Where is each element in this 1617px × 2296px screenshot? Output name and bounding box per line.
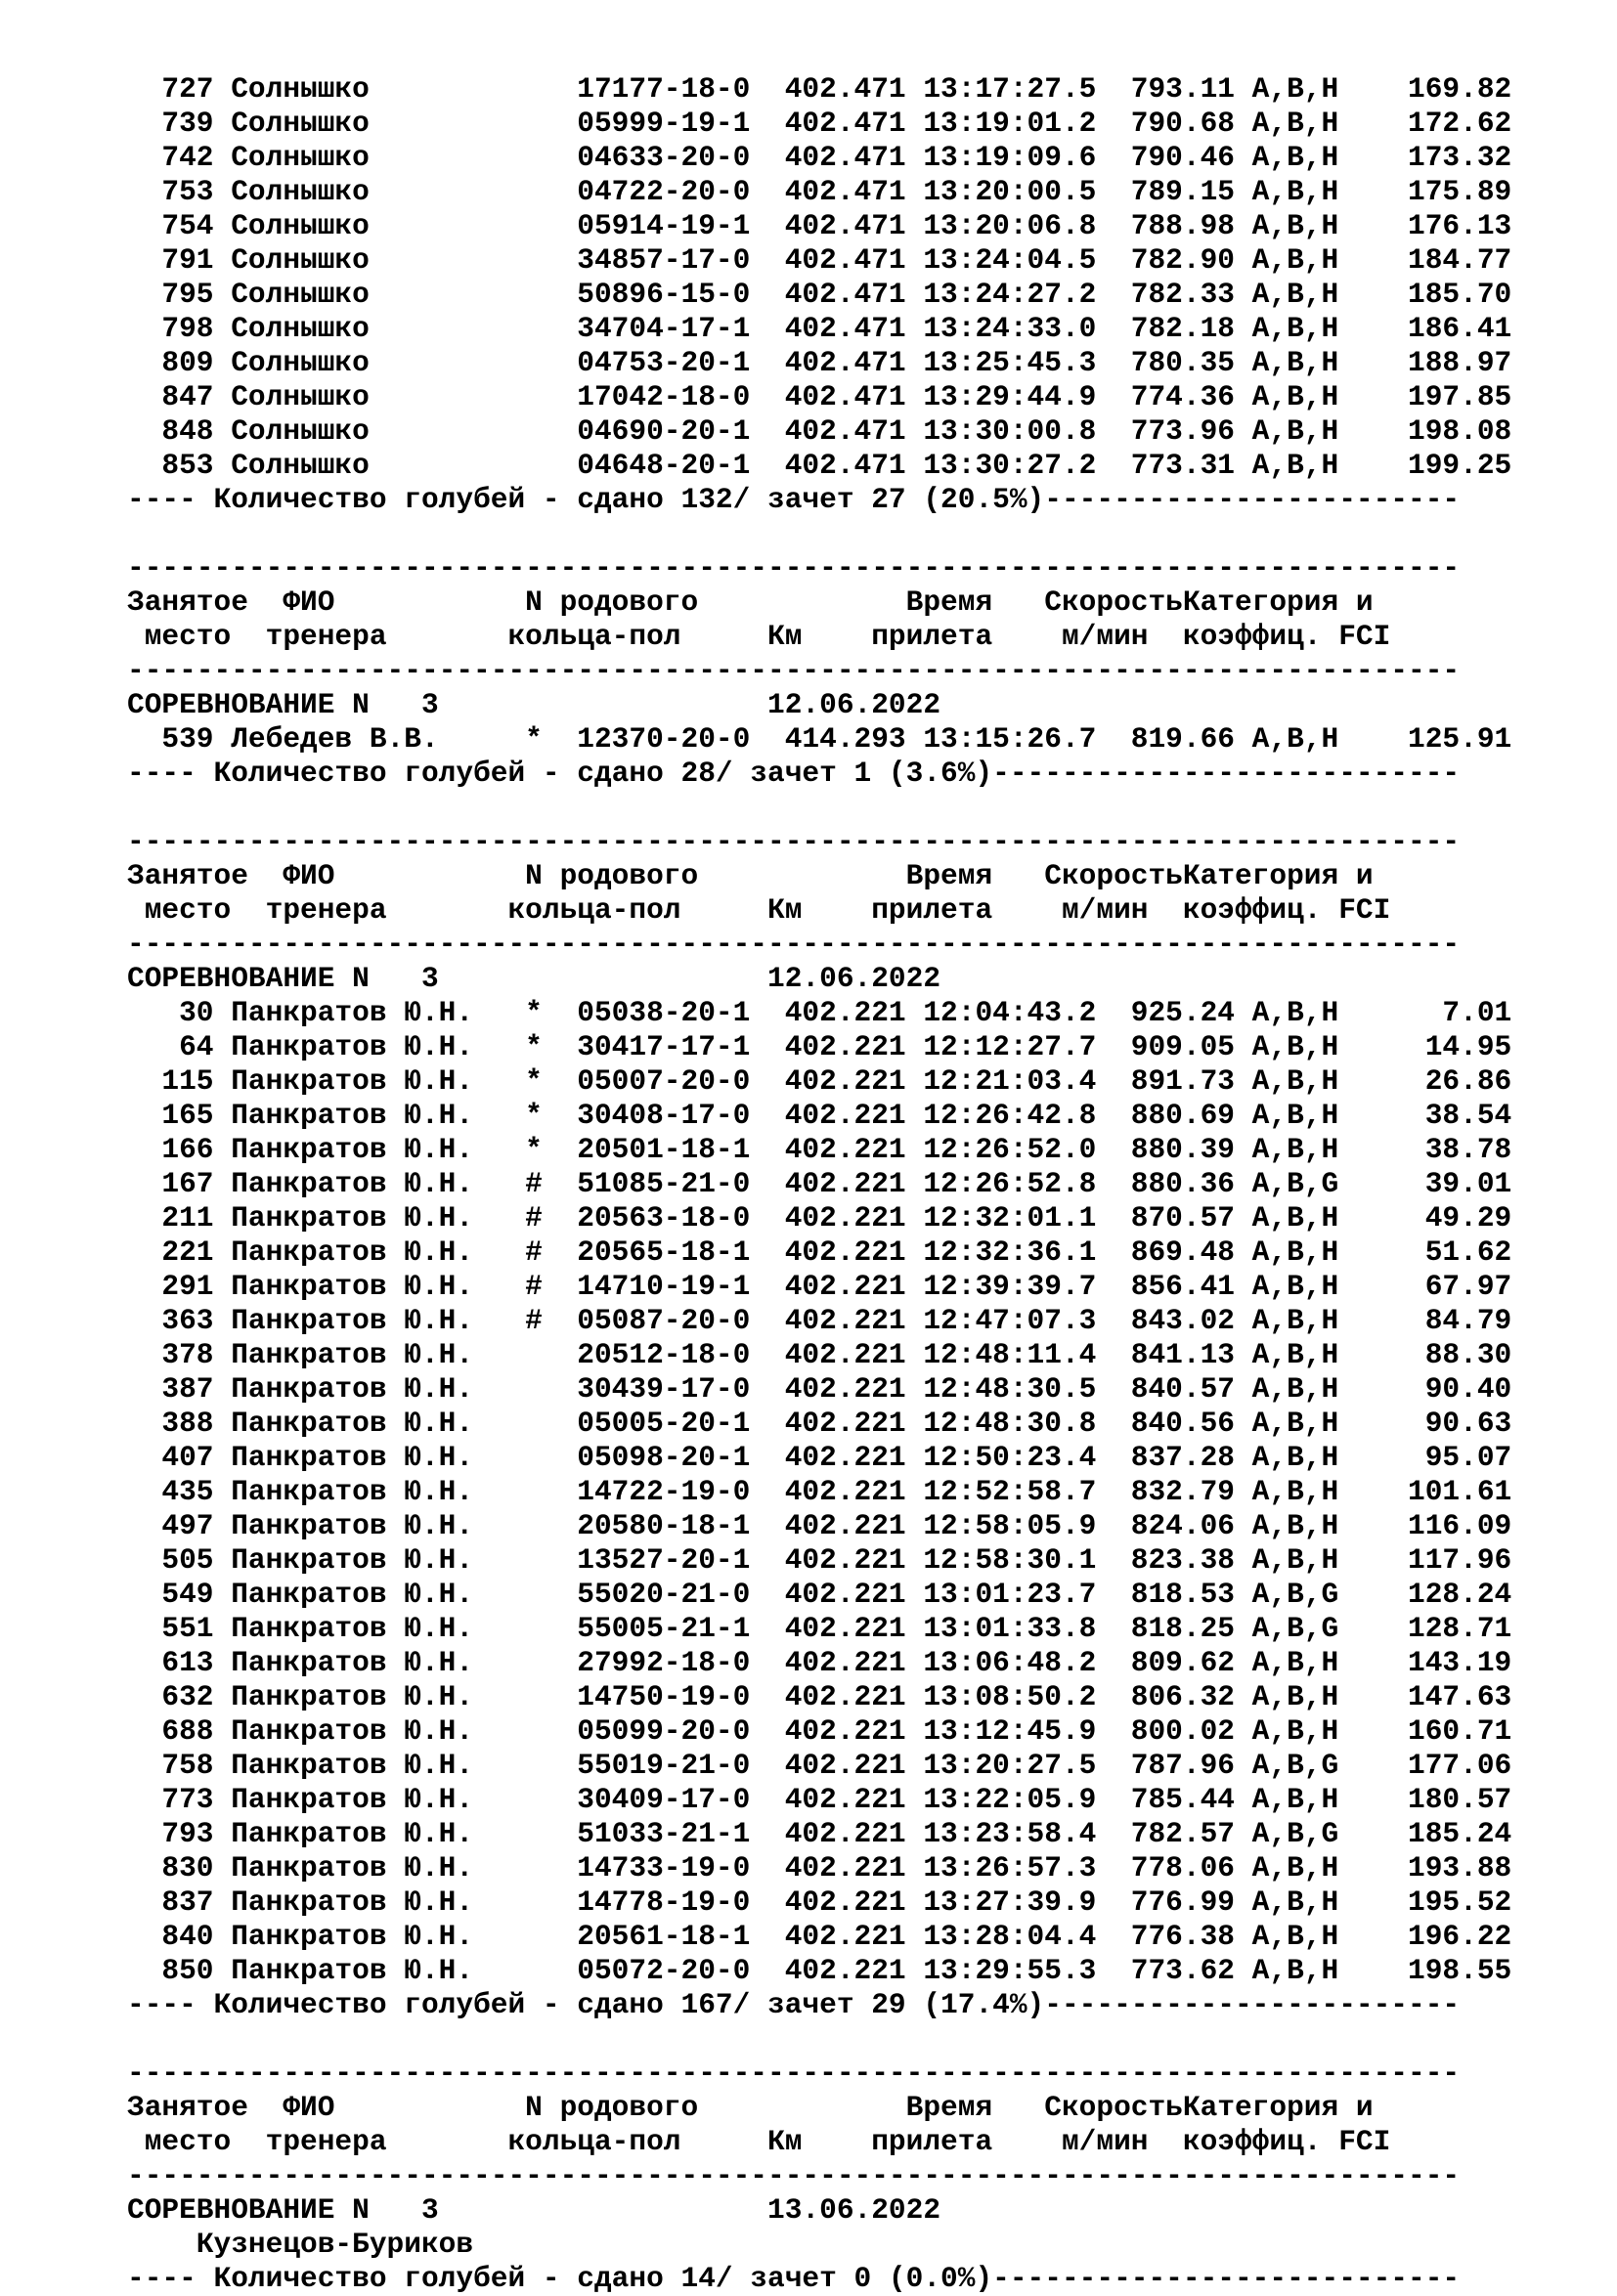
header-line-1: Занятое ФИО N родового Время СкоростьКатегория и xyxy=(127,2091,1374,2124)
result-row: 791 Солнышко 34857-17-0 402.471 13:24:04.5 782.90 A,B,H 184.77 xyxy=(127,243,1512,277)
result-row: 539 Лебедев В.В. * 12370-20-0 414.293 13:15:26.7 819.66 A,B,H 125.91 xyxy=(127,722,1512,756)
result-row: 848 Солнышко 04690-20-1 402.471 13:30:00.8 773.96 A,B,H 198.08 xyxy=(127,414,1512,448)
separator: ----------------------------------------------------------------------------- xyxy=(127,654,1461,687)
result-row: 830 Панкратов Ю.Н. 14733-19-0 402.221 13:26:57.3 778.06 A,B,H 193.88 xyxy=(127,1851,1512,1884)
separator: ----------------------------------------------------------------------------- xyxy=(127,825,1461,858)
competition-line: СОРЕВНОВАНИЕ N 3 12.06.2022 xyxy=(127,688,941,721)
result-row: 165 Панкратов Ю.Н. * 30408-17-0 402.221 12:26:42.8 880.69 A,B,H 38.54 xyxy=(127,1099,1512,1132)
summary-line: ---- Количество голубей - сдано 14/ зачет 0 (0.0%)--------------------------- xyxy=(127,2262,1461,2295)
result-row: 549 Панкратов Ю.Н. 55020-21-0 402.221 13:01:23.7 818.53 A,B,G 128.24 xyxy=(127,1578,1512,1611)
result-row: 840 Панкратов Ю.Н. 20561-18-1 402.221 13:28:04.4 776.38 A,B,H 196.22 xyxy=(127,1920,1512,1953)
result-row: 551 Панкратов Ю.Н. 55005-21-1 402.221 13:01:33.8 818.25 A,B,G 128.71 xyxy=(127,1612,1512,1645)
result-row: 853 Солнышко 04648-20-1 402.471 13:30:27.2 773.31 A,B,H 199.25 xyxy=(127,449,1512,482)
blank-line xyxy=(127,517,1511,551)
result-row: 387 Панкратов Ю.Н. 30439-17-0 402.221 12:48:30.5 840.57 A,B,H 90.40 xyxy=(127,1372,1512,1406)
result-row: 809 Солнышко 04753-20-1 402.471 13:25:45.3 780.35 A,B,H 188.97 xyxy=(127,346,1512,379)
result-row: 167 Панкратов Ю.Н. # 51085-21-0 402.221 12:26:52.8 880.36 A,B,G 39.01 xyxy=(127,1167,1512,1200)
result-row: 688 Панкратов Ю.Н. 05099-20-0 402.221 13:12:45.9 800.02 A,B,H 160.71 xyxy=(127,1714,1512,1748)
blank-line xyxy=(127,2022,1511,2057)
result-row: 773 Панкратов Ю.Н. 30409-17-0 402.221 13:22:05.9 785.44 A,B,H 180.57 xyxy=(127,1783,1512,1816)
result-row: 388 Панкратов Ю.Н. 05005-20-1 402.221 12:48:30.8 840.56 A,B,H 90.63 xyxy=(127,1407,1512,1440)
result-row: 166 Панкратов Ю.Н. * 20501-18-1 402.221 12:26:52.0 880.39 A,B,H 38.78 xyxy=(127,1133,1512,1166)
result-row: 847 Солнышко 17042-18-0 402.471 13:29:44.9 774.36 A,B,H 197.85 xyxy=(127,380,1512,413)
result-row: 632 Панкратов Ю.Н. 14750-19-0 402.221 13:08:50.2 806.32 A,B,H 147.63 xyxy=(127,1680,1512,1713)
result-row: 795 Солнышко 50896-15-0 402.471 13:24:27.2 782.33 A,B,H 185.70 xyxy=(127,278,1512,311)
result-row: 221 Панкратов Ю.Н. # 20565-18-1 402.221 12:32:36.1 869.48 A,B,H 51.62 xyxy=(127,1235,1512,1269)
summary-line: ---- Количество голубей - сдано 28/ зачет 1 (3.6%)--------------------------- xyxy=(127,757,1461,790)
result-row: 758 Панкратов Ю.Н. 55019-21-0 402.221 13:20:27.5 787.96 A,B,G 177.06 xyxy=(127,1749,1512,1782)
team-name: Кузнецов-Буриков xyxy=(127,2228,474,2261)
result-row: 291 Панкратов Ю.Н. # 14710-19-1 402.221 12:39:39.7 856.41 A,B,H 67.97 xyxy=(127,1270,1512,1303)
result-row: 363 Панкратов Ю.Н. # 05087-20-0 402.221 12:47:07.3 843.02 A,B,H 84.79 xyxy=(127,1304,1512,1337)
header-line-1: Занятое ФИО N родового Время СкоростьКатегория и xyxy=(127,859,1374,892)
result-row: 837 Панкратов Ю.Н. 14778-19-0 402.221 13:27:39.9 776.99 A,B,H 195.52 xyxy=(127,1885,1512,1919)
result-row: 505 Панкратов Ю.Н. 13527-20-1 402.221 12:58:30.1 823.38 A,B,H 117.96 xyxy=(127,1543,1512,1577)
result-row: 30 Панкратов Ю.Н. * 05038-20-1 402.221 12:04:43.2 925.24 A,B,H 7.01 xyxy=(127,996,1512,1029)
header-line-2: место тренера кольца-пол Км прилета м/мин коэффиц. FCI xyxy=(127,893,1391,927)
header-line-2: место тренера кольца-пол Км прилета м/мин коэффиц. FCI xyxy=(127,620,1391,653)
summary-line: ---- Количество голубей - сдано 167/ зачет 29 (17.4%)------------------------ xyxy=(127,1988,1461,2021)
result-row: 64 Панкратов Ю.Н. * 30417-17-1 402.221 12:12:27.7 909.05 A,B,H 14.95 xyxy=(127,1030,1512,1063)
result-row: 742 Солнышко 04633-20-0 402.471 13:19:09.6 790.46 A,B,H 173.32 xyxy=(127,141,1512,174)
separator: ----------------------------------------------------------------------------- xyxy=(127,2057,1461,2090)
result-row: 378 Панкратов Ю.Н. 20512-18-0 402.221 12:48:11.4 841.13 A,B,H 88.30 xyxy=(127,1338,1512,1371)
result-row: 850 Панкратов Ю.Н. 05072-20-0 402.221 13:29:55.3 773.62 A,B,H 198.55 xyxy=(127,1954,1512,1987)
separator: ----------------------------------------------------------------------------- xyxy=(127,928,1461,961)
header-line-2: место тренера кольца-пол Км прилета м/мин коэффиц. FCI xyxy=(127,2125,1391,2158)
result-row: 435 Панкратов Ю.Н. 14722-19-0 402.221 12:52:58.7 832.79 A,B,H 101.61 xyxy=(127,1475,1512,1508)
separator: ----------------------------------------------------------------------------- xyxy=(127,551,1461,585)
result-row: 793 Панкратов Ю.Н. 51033-21-1 402.221 13:23:58.4 782.57 A,B,G 185.24 xyxy=(127,1817,1512,1850)
result-row: 798 Солнышко 34704-17-1 402.471 13:24:33.0 782.18 A,B,H 186.41 xyxy=(127,312,1512,345)
competition-line: СОРЕВНОВАНИЕ N 3 12.06.2022 xyxy=(127,962,941,995)
result-row: 211 Панкратов Ю.Н. # 20563-18-0 402.221 12:32:01.1 870.57 A,B,H 49.29 xyxy=(127,1201,1512,1235)
separator: ----------------------------------------------------------------------------- xyxy=(127,2159,1461,2192)
result-row: 497 Панкратов Ю.Н. 20580-18-1 402.221 12:58:05.9 824.06 A,B,H 116.09 xyxy=(127,1509,1512,1542)
result-row: 727 Солнышко 17177-18-0 402.471 13:17:27.5 793.11 A,B,H 169.82 xyxy=(127,72,1512,106)
competition-line: СОРЕВНОВАНИЕ N 3 13.06.2022 xyxy=(127,2193,941,2227)
summary-line: ---- Количество голубей - сдано 132/ зачет 27 (20.5%)------------------------ xyxy=(127,483,1461,516)
results-document xyxy=(127,72,1511,2296)
header-line-1: Занятое ФИО N родового Время СкоростьКатегория и xyxy=(127,585,1374,619)
result-row: 613 Панкратов Ю.Н. 27992-18-0 402.221 13:06:48.2 809.62 A,B,H 143.19 xyxy=(127,1646,1512,1679)
result-row: 407 Панкратов Ю.Н. 05098-20-1 402.221 12:50:23.4 837.28 A,B,H 95.07 xyxy=(127,1441,1512,1474)
result-row: 115 Панкратов Ю.Н. * 05007-20-0 402.221 12:21:03.4 891.73 A,B,H 26.86 xyxy=(127,1064,1512,1098)
result-row: 754 Солнышко 05914-19-1 402.471 13:20:06.8 788.98 A,B,H 176.13 xyxy=(127,209,1512,242)
result-row: 753 Солнышко 04722-20-0 402.471 13:20:00.5 789.15 A,B,H 175.89 xyxy=(127,175,1512,208)
result-row: 739 Солнышко 05999-19-1 402.471 13:19:01.2 790.68 A,B,H 172.62 xyxy=(127,107,1512,140)
blank-line xyxy=(127,791,1511,825)
